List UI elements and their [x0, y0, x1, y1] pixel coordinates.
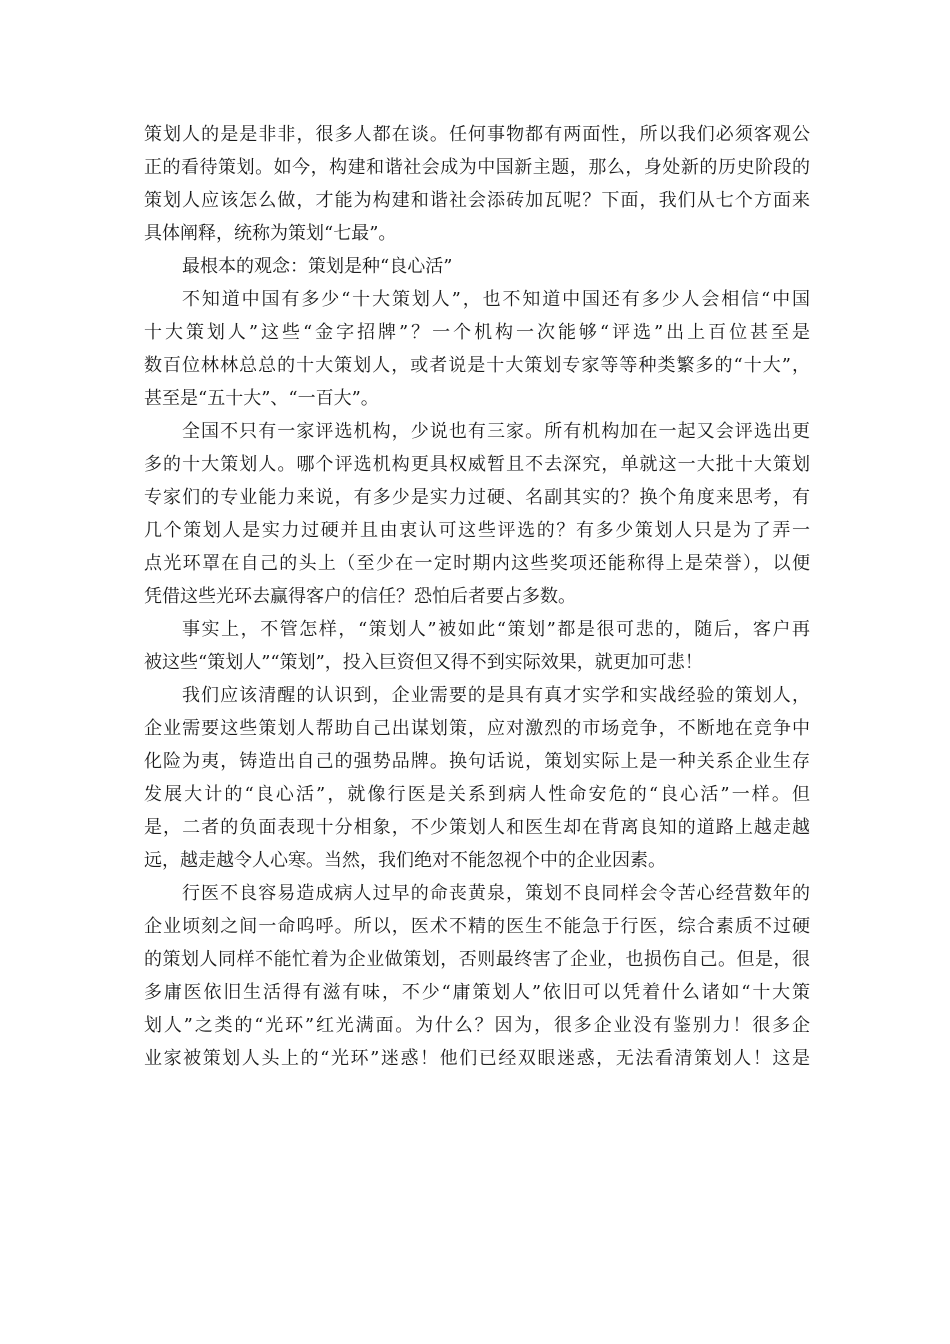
- text-line: 划人”之类的“光环”红光满面。为什么？因为，很多企业没有鉴别力！很多企: [144, 1015, 810, 1036]
- text-line: 企业需要这些策划人帮助自己出谋划策，应对激烈的市场竞争，不断地在竞争中: [144, 718, 810, 739]
- text-line: 化险为夷，铸造出自己的强势品牌。换句话说，策划实际上是一种关系企业生存: [144, 751, 810, 772]
- text-line: 策划人的是是非非，很多人都在谈。任何事物都有两面性，所以我们必须客观公: [144, 124, 810, 145]
- text-line: 远，越走越令人心寒。当然，我们绝对不能忽视个中的企业因素。: [144, 850, 666, 871]
- text-line: 十大策划人”这些“金字招牌”？一个机构一次能够“评选”出上百位甚至是: [144, 322, 810, 343]
- document-body: [144, 118, 810, 1075]
- text-line: 是，二者的负面表现十分相象，不少策划人和医生却在背离良知的道路上越走越: [144, 817, 810, 838]
- text-line: 点光环罩在自己的头上（至少在一定时期内这些奖项还能称得上是荣誉），以便: [144, 553, 810, 574]
- text-line: 具体阐释，统称为策划“七最”。: [144, 223, 397, 244]
- text-line: 企业顷刻之间一命呜呼。所以，医术不精的医生不能急于行医，综合素质不过硬: [144, 916, 810, 937]
- text-line: 数百位林林总总的十大策划人，或者说是十大策划专家等等种类繁多的“十大”，: [144, 355, 810, 376]
- text-line: 多的十大策划人。哪个评选机构更具权威暂且不去深究，单就这一大批十大策划: [144, 454, 810, 475]
- text-line: 行医不良容易造成病人过早的命丧黄泉，策划不良同样会令苦心经营数年的: [182, 883, 810, 904]
- text-line: 业家被策划人头上的“光环”迷惑！他们已经双眼迷惑，无法看清策划人！这是: [144, 1048, 810, 1069]
- text-line: 最根本的观念：策划是种“良心活”: [182, 256, 453, 277]
- text-line: 凭借这些光环去赢得客户的信任？恐怕后者要占多数。: [144, 586, 576, 607]
- text-line: 被这些“策划人”“策划”，投入巨资但又得不到实际效果，就更加可悲！: [144, 652, 703, 673]
- text-line: 全国不只有一家评选机构，少说也有三家。所有机构加在一起又会评选出更: [182, 421, 810, 442]
- text-line: 正的看待策划。如今，构建和谐社会成为中国新主题，那么，身处新的历史阶段的: [144, 157, 810, 178]
- text-line: 发展大计的“良心活”，就像行医是关系到病人性命安危的“良心活”一样。但: [144, 784, 810, 805]
- text-line: 事实上，不管怎样，“策划人”被如此“策划”都是很可悲的，随后，客户再: [182, 619, 810, 640]
- text-line: 的策划人同样不能忙着为企业做策划，否则最终害了企业，也损伤自己。但是，很: [144, 949, 810, 970]
- text-line: 多庸医依旧生活得有滋有味，不少“庸策划人”依旧可以凭着什么诸如“十大策: [144, 982, 810, 1003]
- text-line: 我们应该清醒的认识到，企业需要的是具有真才实学和实战经验的策划人，: [182, 685, 810, 706]
- text-line: 几个策划人是实力过硬并且由衷认可这些评选的？有多少策划人只是为了弄一: [144, 520, 810, 541]
- text-line: 专家们的专业能力来说，有多少是实力过硬、名副其实的？换个角度来思考，有: [144, 487, 810, 508]
- text-line: 不知道中国有多少“十大策划人”，也不知道中国还有多少人会相信“中国: [182, 289, 810, 310]
- text-line: 甚至是“五十大”、“一百大”。: [144, 388, 379, 409]
- text-line: 策划人应该怎么做，才能为构建和谐社会添砖加瓦呢？下面，我们从七个方面来: [144, 190, 810, 211]
